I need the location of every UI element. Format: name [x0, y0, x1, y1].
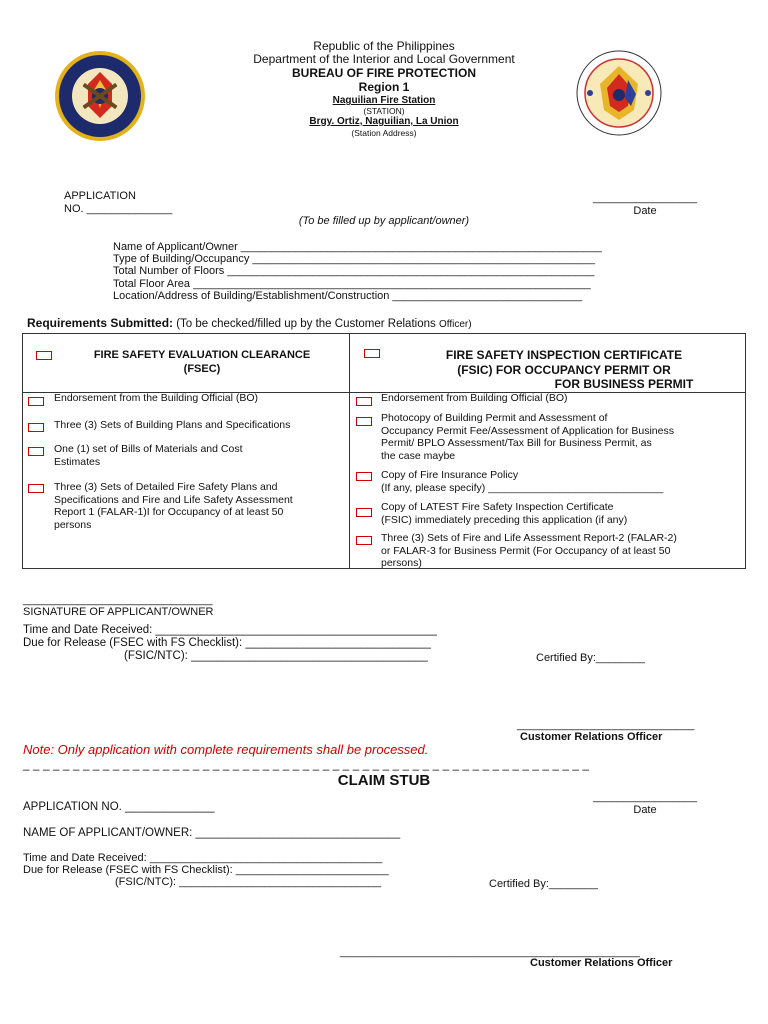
requirements-note: Note: Only application with complete requirements shall be processed.: [23, 742, 429, 757]
fsec-header: [59, 348, 345, 376]
field-applicant-name[interactable]: Name of Applicant/Owner ___________________________________________________________: [113, 241, 602, 253]
claim-officer-label: Customer Relations Officer: [530, 957, 673, 969]
header-station: Naguilian Fire Station: [332, 95, 436, 106]
claim-due-release[interactable]: Due for Release (FSEC with FS Checklist): _________________________: [23, 864, 389, 876]
due-for-release[interactable]: Due for Release (FSEC with FS Checklist): _____________________________: [23, 637, 431, 649]
fsec-item-endorsement: Endorsement from the Building Official (BO): [54, 392, 259, 404]
fsic-item-checkbox[interactable]: [356, 508, 372, 517]
fsic-item-fire-insurance: Copy of Fire Insurance Policy (If any, please specify) ______________________________: [381, 469, 664, 494]
header-department: Department of the Interior and Local Government: [253, 52, 515, 66]
requirements-heading: [27, 316, 472, 330]
fsic-item-checkbox[interactable]: [356, 536, 372, 545]
applicant-fields: [113, 241, 653, 302]
header-bureau: BUREAU OF FIRE PROTECTION: [291, 66, 476, 80]
fsic-title-line2: (FSIC) FOR OCCUPANCY PERMIT OR: [457, 362, 671, 377]
time-date-received[interactable]: Time and Date Received: ____________________________________________: [23, 624, 437, 636]
claim-stub-title: CLAIM STUB: [337, 772, 431, 789]
fsic-item-endorsement: Endorsement from Building Official (BO): [381, 392, 568, 404]
claim-date-blank[interactable]: _________________: [592, 791, 697, 803]
officer-label: Customer Relations Officer: [520, 731, 663, 743]
table-divider: [349, 334, 350, 568]
claim-date-label: Date: [633, 804, 657, 816]
claim-release-info: [23, 852, 389, 888]
header-region: Region 1: [358, 80, 410, 94]
claim-officer-blank[interactable]: _________________________________________________: [340, 946, 640, 958]
claim-time-received[interactable]: Time and Date Received: ______________________________________: [23, 852, 383, 864]
fsec-item-checkbox[interactable]: [28, 397, 44, 406]
field-floor-count[interactable]: Total Number of Floors ____________________________________________________________: [113, 265, 595, 278]
date-label: Date: [633, 205, 657, 217]
fsic-item-falar: Three (3) Sets of Fire and Life Assessment Report-2 (FALAR-2) or FALAR-3 for Business Permit (For Occupancy of at least 50 persons): [381, 532, 677, 570]
fsec-item-checkbox[interactable]: [28, 484, 44, 493]
header: [0, 40, 768, 138]
fsic-item-checkbox[interactable]: [356, 397, 372, 406]
claim-fsic-ntc[interactable]: (FSIC/NTC): _________________________________: [115, 876, 382, 888]
fsec-item-fire-safety-plans: Three (3) Sets of Detailed Fire Safety Plans and Specifications and Fire and Life Safety Assessment Report 1 (FALAR-1)I for Occupancy of at least 50 persons: [54, 481, 293, 531]
fsec-item-bill-of-materials: One (1) set of Bills of Materials and Cost Estimates: [54, 443, 243, 468]
application-number: [64, 190, 172, 216]
fsic-item-building-permit: Photocopy of Building Permit and Assessment of Occupancy Permit Fee/Assessment of Application for Business Permit/ BPLO Assessment/Tax Bill for Business Permit, as the case maybe: [381, 412, 674, 462]
fsic-header: [383, 348, 745, 392]
field-building-type[interactable]: Type of Building/Occupancy ________________________________________________________: [113, 253, 596, 266]
header-country: Republic of the Philippines: [313, 39, 455, 53]
fsec-item-checkbox[interactable]: [28, 423, 44, 432]
fsic-item-latest-fsic: Copy of LATEST Fire Safety Inspection Certificate (FSIC) immediately preceding this application (if any): [381, 501, 628, 526]
claim-application-no[interactable]: APPLICATION NO. ______________: [23, 801, 215, 813]
application-label: APPLICATION: [64, 190, 136, 202]
header-address-label: (Station Address): [351, 128, 417, 138]
certified-by[interactable]: Certified By:________: [536, 652, 645, 664]
signature-label: SIGNATURE OF APPLICANT/OWNER: [23, 606, 214, 618]
signature-blank[interactable]: _______________________________: [23, 594, 213, 606]
field-location-address[interactable]: Location/Address of Building/Establishment/Construction _______________________________: [113, 289, 583, 302]
header-station-label: (STATION): [363, 106, 405, 116]
application-no-line: NO. ______________: [64, 203, 173, 215]
requirements-subtitle-officer: Officer): [438, 319, 472, 330]
fsec-title: FIRE SAFETY EVALUATION CLEARANCE: [93, 349, 311, 361]
fsic-ntc[interactable]: (FSIC/NTC): _____________________________________: [124, 650, 428, 662]
fsic-title-line3: FOR BUSINESS PERMIT: [554, 377, 694, 391]
fsic-checkbox[interactable]: [364, 349, 380, 358]
release-info: [23, 624, 437, 663]
claim-date: [578, 791, 712, 817]
fsic-title-line1: FIRE SAFETY INSPECTION CERTIFICATE: [445, 348, 683, 362]
requirements-title: Requirements Submitted:: [27, 316, 174, 330]
cut-line: _ _ _ _ _ _ _ _ _ _ _ _ _ _ _ _ _ _ _ _ _ _ _ _ _ _ _ _ _ _ _ _ _ _ _ _ _ _ _ _ _ _ _ _ _ _ _ _ _ _ _ _ _ _ _ _ _: [23, 759, 590, 771]
applicant-signature: [23, 594, 214, 618]
requirements-table: [22, 333, 746, 569]
fsic-item-checkbox[interactable]: [356, 417, 372, 426]
claim-certified-by[interactable]: Certified By:________: [489, 878, 598, 890]
header-address: Brgy. Ortiz, Naguilian, La Union: [309, 116, 459, 127]
claim-applicant-name[interactable]: NAME OF APPLICANT/OWNER: ________________________________: [23, 827, 401, 839]
fsec-item-building-plans: Three (3) Sets of Building Plans and Specifications: [54, 419, 291, 431]
fill-instruction: (To be filled up by applicant/owner): [298, 215, 470, 227]
officer-blank[interactable]: _____________________________: [517, 719, 695, 731]
date-blank: _________________: [592, 192, 697, 204]
fsec-title-abbr: (FSEC): [183, 363, 221, 375]
fsic-item-checkbox[interactable]: [356, 472, 372, 481]
requirements-subtitle: (To be checked/filled up by the Customer Relations: [176, 318, 439, 330]
fsec-checkbox[interactable]: [36, 351, 52, 360]
fsec-item-checkbox[interactable]: [28, 447, 44, 456]
officer-signature: [517, 719, 694, 743]
field-floor-area[interactable]: Total Floor Area _________________________________________________________________: [113, 277, 591, 290]
